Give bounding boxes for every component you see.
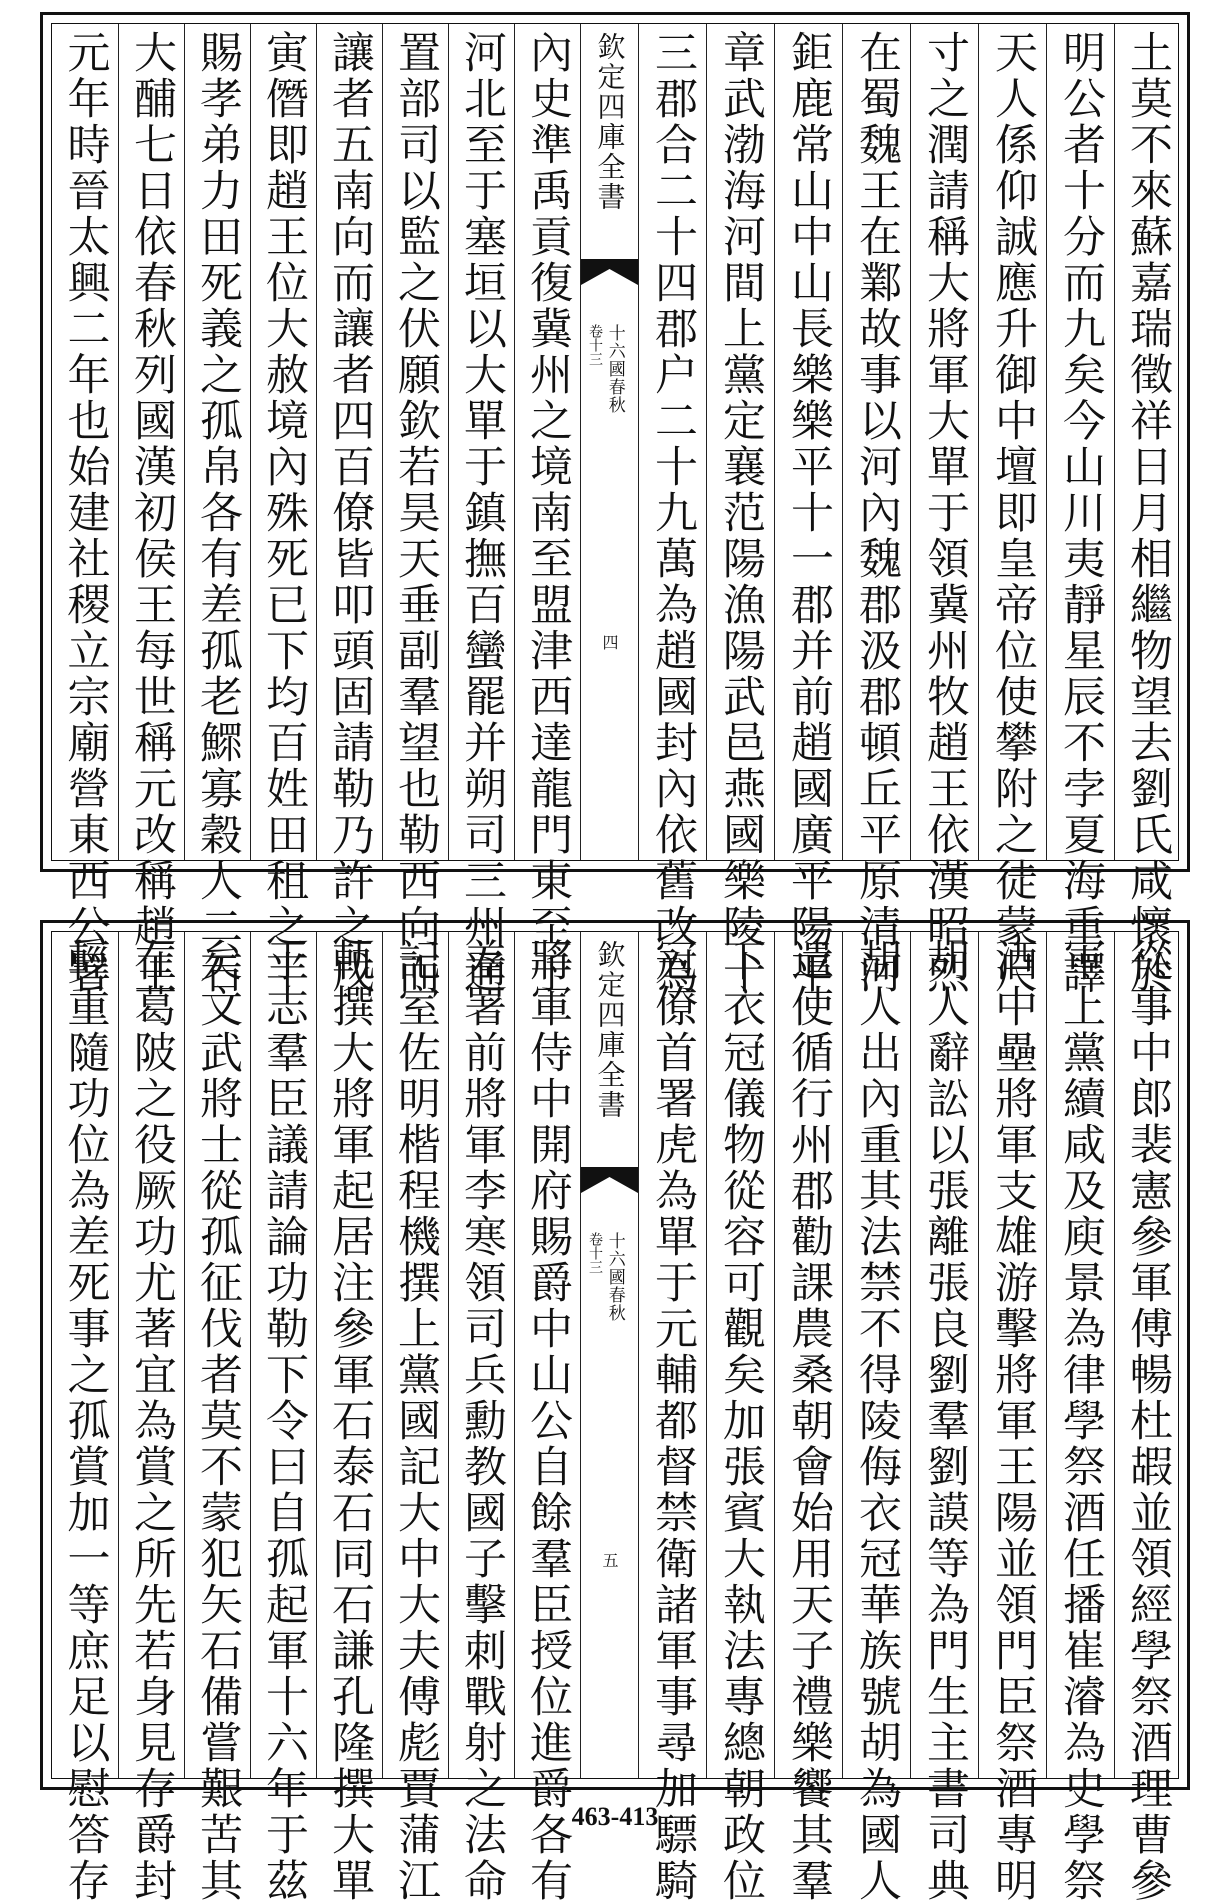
center-fold — [580, 24, 638, 860]
text-column: 軌撰大將軍起居注參軍石泰石同石謙孔隆撰大單 — [316, 932, 382, 1778]
text-column: 冠僚首署虎為單于元輔都督禁衛諸軍事尋加驃騎 — [638, 932, 706, 1778]
text-column: 寅僭即趙王位大赦境內殊死已下均百姓田租之半 — [250, 24, 316, 860]
text-column: 軍上黨續咸及庾景為律學祭酒任播崔濬為史學祭 — [1046, 932, 1114, 1778]
book-title: 欽定四庫全書 — [593, 940, 627, 1120]
text-column: 大酺七日依春秋列國漢初侯王每世稱元改稱趙王 — [118, 24, 184, 860]
volume-label: 卷十三 — [587, 1232, 603, 1274]
text-column: 輕重隨功位為差死事之孤賞加一等庶足以慰答存 — [60, 938, 111, 1904]
text-column: 讓者五南向而讓者四百僚皆叩頭固請勒乃許之戊 — [316, 24, 382, 860]
center-fold — [580, 932, 638, 1778]
text-column: 在葛陂之役厥功尤著宜為賞之所先若身見存爵封 — [118, 932, 184, 1778]
text-column: 河北至于塞垣以大單于鎮撫百蠻罷并朔司三州通 — [448, 24, 514, 860]
text-column: 土莫不來蘇嘉瑞徵祥日月相繼物望去劉氏咸懷於 — [1114, 24, 1180, 860]
text-column: 置部司以監之伏願欽若昊天垂副羣望也勒西向而 — [382, 24, 448, 860]
text-column: 矣文武將士從孤征伐者莫不蒙犯矢石備嘗艱苦其 — [184, 932, 250, 1778]
text-column: 在蜀魏王在鄴故事以河內魏郡汲郡頓丘平原清河 — [842, 24, 910, 860]
text-column: 天人係仰誠應升御中壇即皇帝位使攀附之徒蒙尺 — [978, 24, 1046, 860]
text-column: 內史準禹貢復冀州之境南至盟津西達龍門東至于 — [514, 24, 580, 860]
leaf-number: 四 — [600, 634, 619, 650]
page-upper — [40, 12, 1190, 996]
section-title: 十六國春秋 — [604, 1232, 625, 1322]
volume-label: 卷十三 — [587, 324, 603, 366]
text-column: 酒中壘將軍支雄游擊將軍王陽並領門臣祭酒專明 — [978, 932, 1046, 1778]
text-column: 胡人出內重其法禁不得陵侮衣冠華族號胡為國人 — [842, 932, 910, 1778]
text-column: 下衣冠儀物從容可觀矣加張賓大執法專總朝政位 — [706, 932, 774, 1778]
text-column: 將軍侍中開府賜爵中山公自餘羣臣授位進爵各有 — [514, 932, 580, 1778]
text-column: 章武渤海河間上黨定襄范陽漁陽武邑燕國樂陵十 — [706, 24, 774, 860]
text-column: 胡人辭訟以張離張良劉羣劉謨等為門生主書司典 — [910, 932, 978, 1778]
text-column: 差署前將軍李寒領司兵勳教國子擊刺戰射之法命 — [448, 932, 514, 1778]
text-column: 于志羣臣議請論功勒下令曰自孤起軍十六年于茲 — [250, 932, 316, 1778]
fishtail-mark-icon — [581, 259, 638, 285]
text-column: 鉅鹿常山中山長樂樂平十一郡并前趙國廣平陽平 — [774, 24, 842, 860]
book-title: 欽定四庫全書 — [593, 32, 627, 212]
text-column: 寸之潤請稱大將軍大單于領冀州牧趙王依漢昭烈 — [910, 24, 978, 860]
section-title: 十六國春秋 — [604, 324, 625, 414]
text-column: 三郡合二十四郡户二十九萬為趙國封內依舊改為 — [638, 24, 706, 860]
text-column: 明公者十分而九矣今山川夷靜星辰不孛夏海重譯 — [1046, 24, 1114, 860]
text-column: 遣使循行州郡勸課農桑朝會始用天子禮樂饗其羣 — [774, 932, 842, 1778]
page-number-footer: 463-413 — [571, 1802, 659, 1831]
fishtail-mark-icon — [581, 1167, 638, 1193]
page-frame — [51, 23, 1179, 996]
text-column: 從事中郎裴憲參軍傅暢杜嘏並領經學祭酒理曹參 — [1114, 932, 1180, 1778]
text-column: 賜孝弟力田死義之孤帛各有差孤老鰥寡穀人二石 — [184, 24, 250, 860]
leaf-number: 五 — [600, 1552, 619, 1568]
text-column: 記室佐明楷程機撰上黨國記大中大夫傅彪賈蒲江 — [382, 932, 448, 1778]
text-column: 元年時晉太興二年也始建社稷立宗廟營東西公署 — [60, 30, 111, 996]
